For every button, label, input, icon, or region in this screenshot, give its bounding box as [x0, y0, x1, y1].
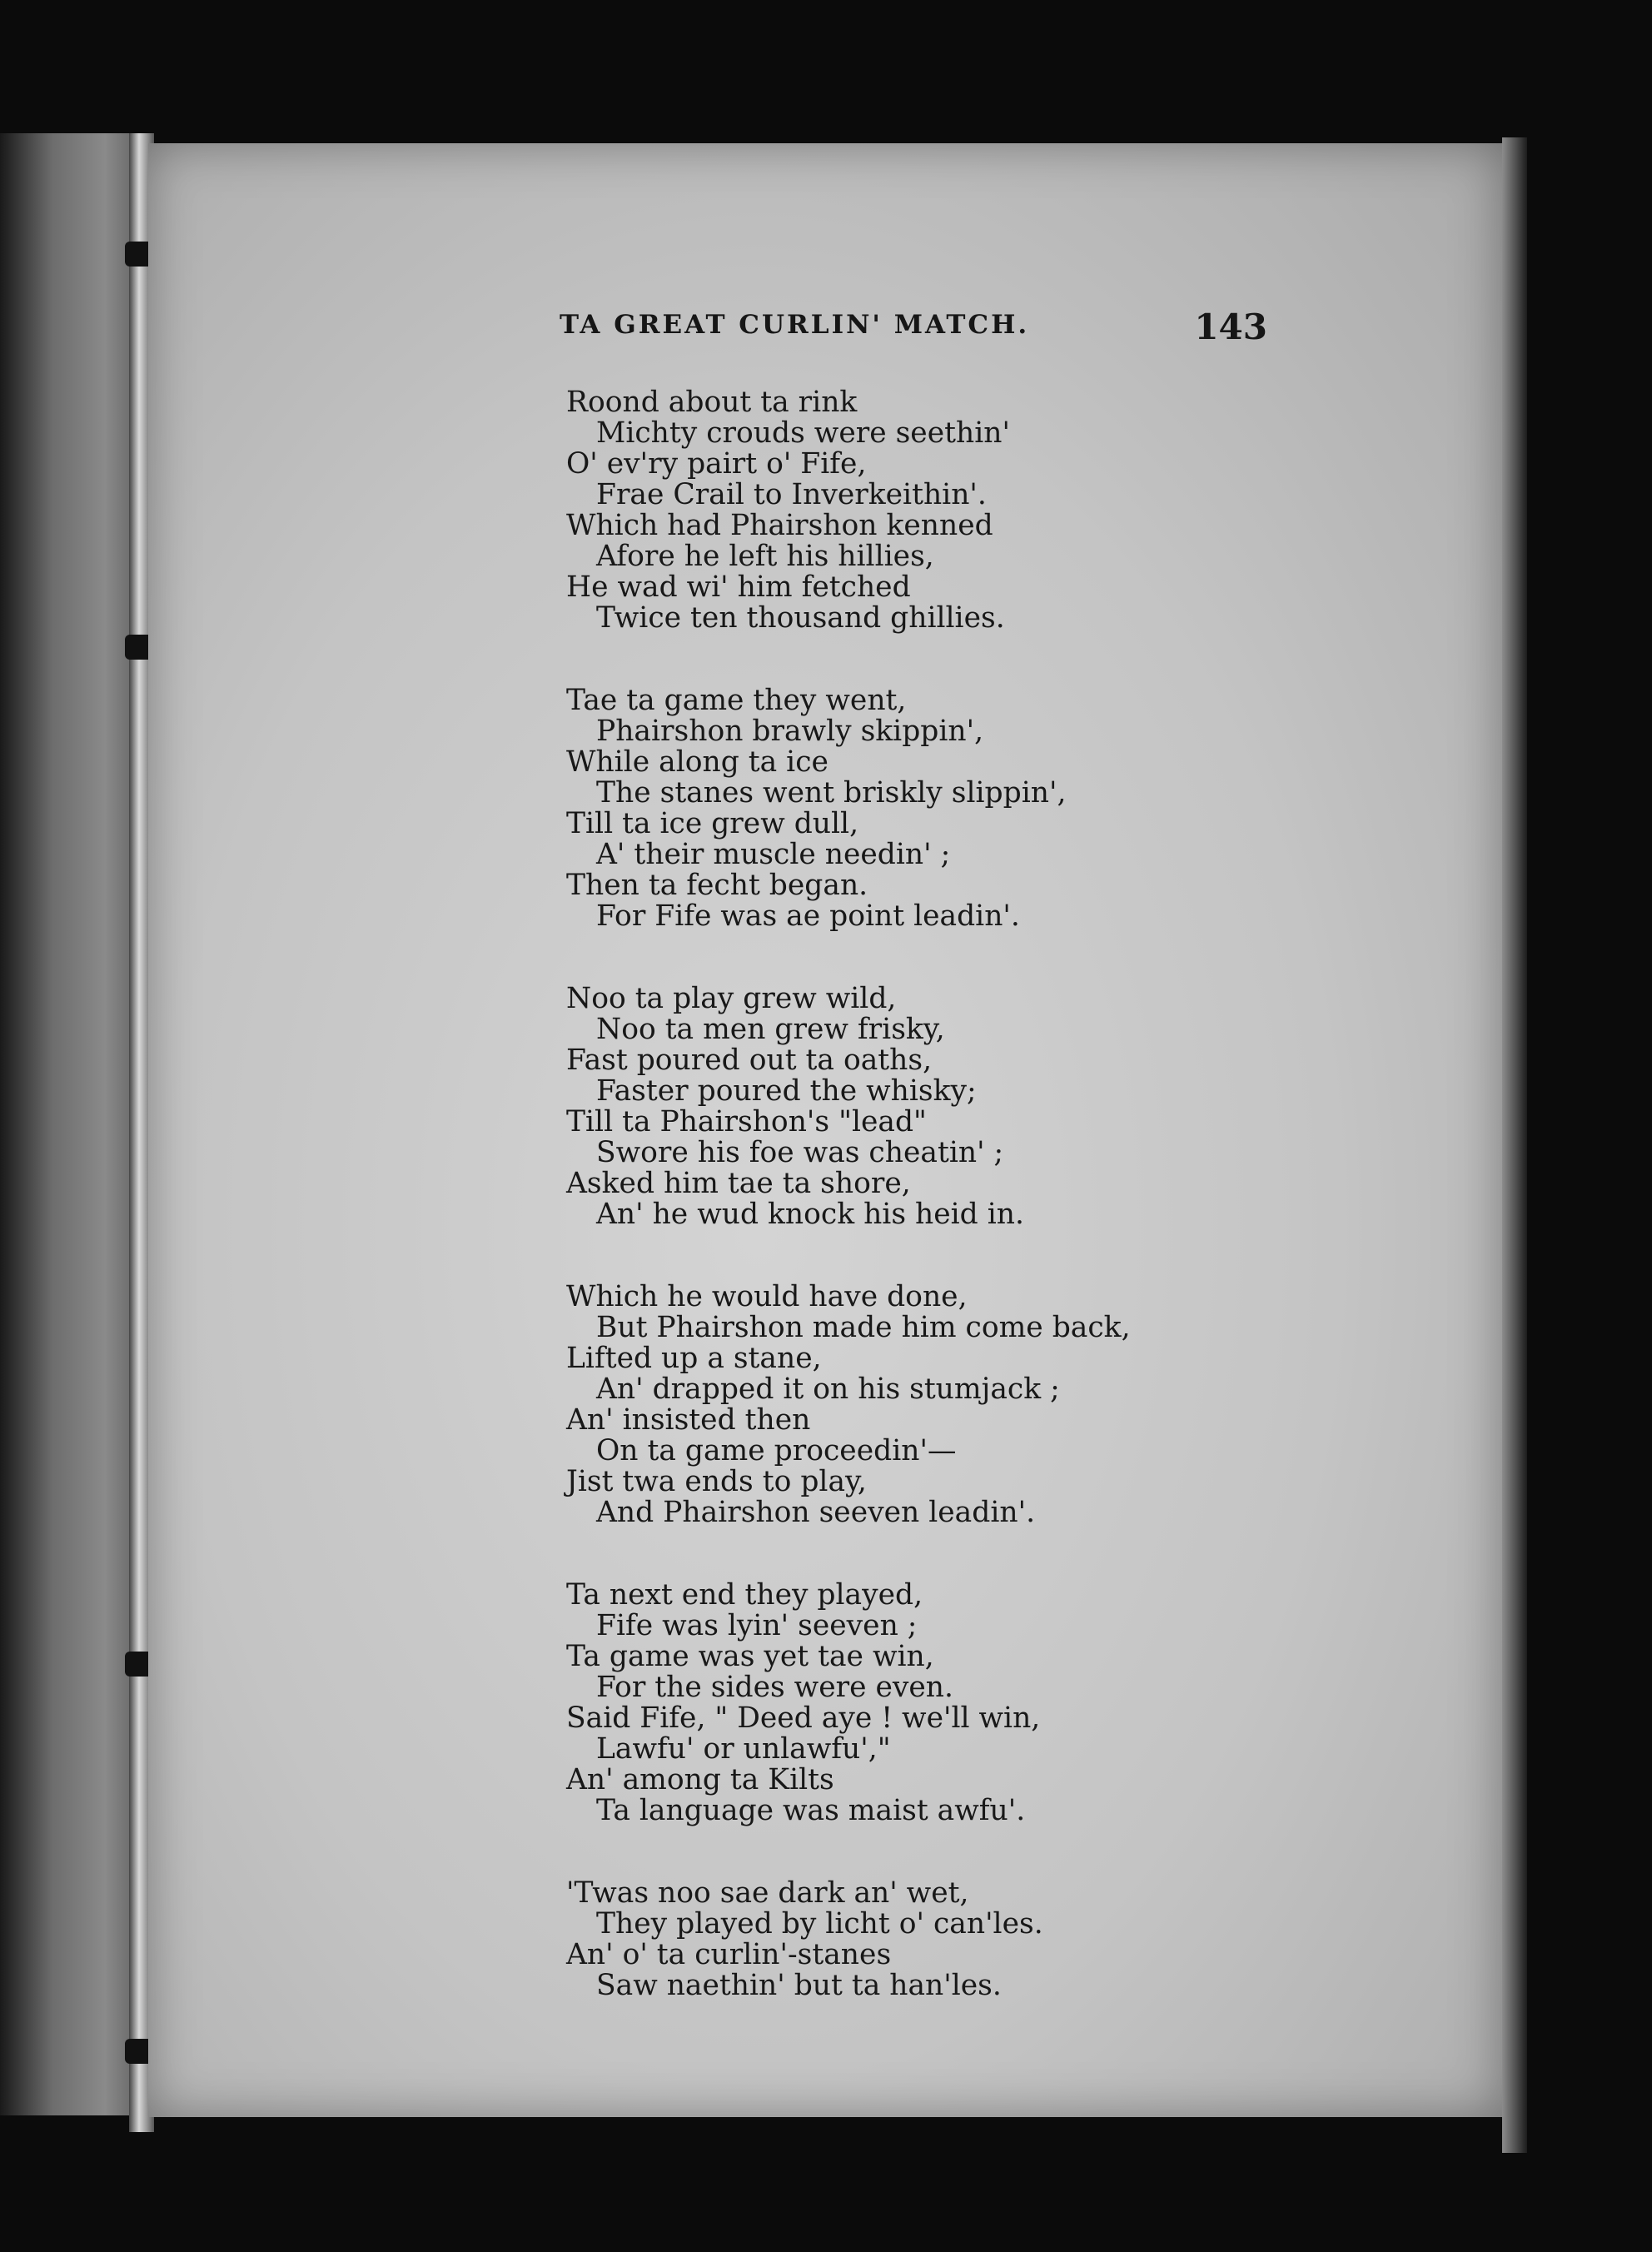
poem-line: Fast poured out ta oaths,	[566, 1044, 933, 1077]
poem-line: An' insisted then	[566, 1403, 811, 1437]
poem-line: For the sides were even.	[596, 1671, 953, 1704]
poem-line: Lifted up a stane,	[566, 1342, 822, 1375]
poem-line: A' their muscle needin' ;	[596, 838, 951, 871]
poem-line: Jist twa ends to play,	[566, 1465, 867, 1498]
poem-line: He wad wi' him fetched	[566, 570, 911, 604]
poem-line: 'Twas noo sae dark an' wet,	[566, 1876, 969, 1910]
stanza	[566, 1878, 1366, 2001]
poem-line: Till ta Phairshon's "lead"	[566, 1105, 927, 1138]
poem-line: Fife was lyin' seeven ;	[596, 1609, 918, 1642]
stanza	[566, 387, 1366, 634]
poem-line: For Fife was ae point leadin'.	[596, 899, 1020, 933]
poem-line: Tae ta game they went,	[566, 684, 907, 717]
poem-line: Swore his foe was cheatin' ;	[596, 1136, 1004, 1169]
poem-line: Ta language was maist awfu'.	[596, 1794, 1026, 1827]
poem-line: Frae Crail to Inverkeithin'.	[596, 478, 987, 511]
poem-line: Ta next end they played,	[566, 1578, 923, 1612]
poem-line: On ta game proceedin'—	[596, 1434, 957, 1467]
poem-line: Twice ten thousand ghillies.	[596, 601, 1005, 635]
poem-line: Till ta ice grew dull,	[566, 807, 859, 840]
running-title: TA GREAT CURLIN' MATCH.	[560, 310, 1030, 340]
poem-line: O' ev'ry pairt o' Fife,	[566, 447, 867, 481]
poem-line: Faster poured the whisky;	[596, 1074, 977, 1108]
poem-line: Michty crouds were seethin'	[596, 416, 1010, 450]
poem-line: Asked him tae ta shore,	[566, 1167, 911, 1200]
poem-line: Said Fife, " Deed aye ! we'll win,	[566, 1701, 1041, 1735]
poem-line: An' among ta Kilts	[566, 1763, 834, 1796]
poem-line: Noo ta men grew frisky,	[596, 1013, 945, 1046]
poem-line: And Phairshon seeven leadin'.	[596, 1496, 1036, 1529]
poem-line: Then ta fecht began.	[566, 869, 868, 902]
poem-line: Ta game was yet tae win,	[566, 1640, 934, 1673]
poem-line: Saw naethin' but ta han'les.	[596, 1969, 1002, 2002]
poem-line: Which he would have done,	[566, 1280, 968, 1313]
facing-page-edge	[0, 133, 150, 2115]
poem	[566, 387, 1366, 2053]
stanza	[566, 685, 1366, 932]
poem-line: Noo ta play grew wild,	[566, 982, 897, 1015]
poem-line: An' drapped it on his stumjack ;	[596, 1373, 1060, 1406]
poem-line: Roond about ta rink	[566, 386, 858, 419]
stanza	[566, 984, 1366, 1230]
poem-line: But Phairshon made him come back,	[596, 1311, 1131, 1344]
poem-line: The stanes went briskly slippin',	[596, 776, 1067, 810]
poem-line: An' o' ta curlin'-stanes	[566, 1938, 892, 1971]
poem-line: Lawfu' or unlawfu',"	[596, 1732, 891, 1766]
stanza	[566, 1282, 1366, 1528]
page-edge-shadow	[1502, 137, 1527, 2153]
poem-line: Afore he left his hillies,	[596, 540, 934, 573]
poem-line: Which had Phairshon kenned	[566, 509, 993, 542]
page-number: 143	[1194, 306, 1267, 347]
poem-line: While along ta ice	[566, 745, 828, 779]
poem-line: Phairshon brawly skippin',	[596, 715, 984, 748]
poem-line: They played by licht o' can'les.	[596, 1907, 1043, 1941]
poem-line: An' he wud knock his heid in.	[596, 1198, 1024, 1231]
stanza	[566, 1580, 1366, 1826]
running-head	[560, 306, 1267, 348]
